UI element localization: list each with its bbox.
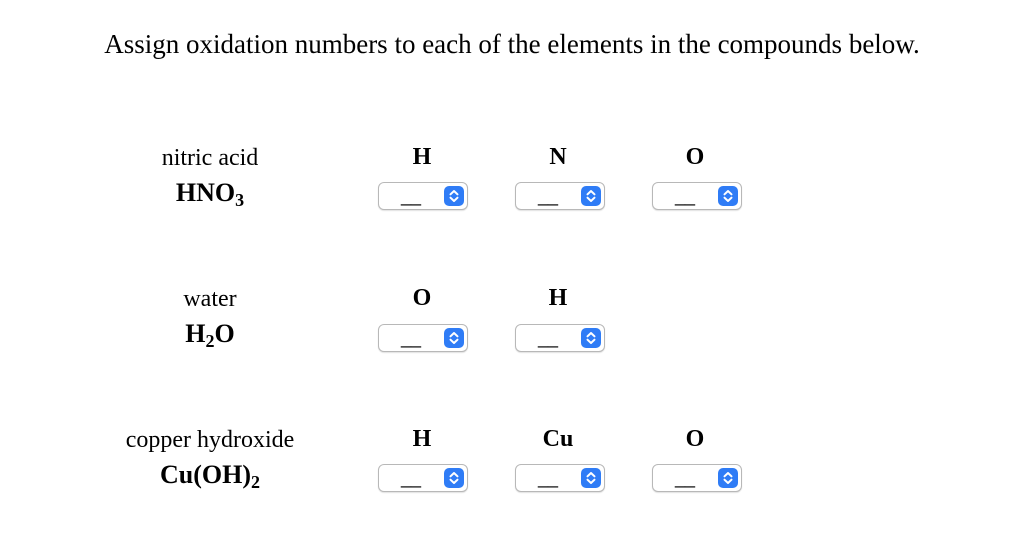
oxidation-select-copper-hydroxide-cu[interactable] [515, 464, 605, 492]
chevron-up-down-icon[interactable] [444, 328, 464, 348]
element-label-o: O [412, 285, 432, 311]
oxidation-select-copper-hydroxide-o[interactable] [652, 464, 742, 492]
oxidation-select-water-h[interactable] [515, 324, 605, 352]
compound-name: water [183, 286, 237, 312]
compound-name: nitric acid [161, 145, 259, 171]
compound-formula: $H_2O$ [185, 319, 235, 351]
chevron-up-down-icon[interactable] [581, 468, 601, 488]
chevron-up-down-icon[interactable] [581, 186, 601, 206]
chevron-up-down-icon[interactable] [444, 468, 464, 488]
compound-nitric-acid [60, 143, 360, 209]
selected-value: __ [537, 328, 559, 348]
element-label-h: H [412, 144, 432, 170]
compound-copper-hydroxide [60, 425, 360, 491]
oxidation-select-water-o[interactable] [378, 324, 468, 352]
oxidation-select-nitric-acid-n[interactable] [515, 182, 605, 210]
chevron-up-down-icon[interactable] [581, 328, 601, 348]
chevron-up-down-icon[interactable] [718, 468, 738, 488]
oxidation-select-copper-hydroxide-h[interactable] [378, 464, 468, 492]
instruction-text: Assign oxidation numbers to each of the elements in the compounds below. [104, 29, 920, 59]
selected-value: __ [400, 328, 422, 348]
element-label-o: O [685, 144, 705, 170]
element-label-cu: Cu [542, 426, 574, 452]
selected-value: __ [537, 186, 559, 206]
compound-name: copper hydroxide [125, 427, 295, 453]
selected-value: __ [674, 468, 696, 488]
selected-value: __ [400, 468, 422, 488]
compound-water [60, 284, 360, 350]
oxidation-select-nitric-acid-h[interactable] [378, 182, 468, 210]
compound-formula: $Cu(OH)_2$ [160, 460, 260, 492]
selected-value: __ [400, 186, 422, 206]
element-label-o: O [685, 426, 705, 452]
element-label-n: N [549, 144, 567, 170]
selected-value: __ [674, 186, 696, 206]
element-label-h: H [412, 426, 432, 452]
selected-value: __ [537, 468, 559, 488]
oxidation-select-nitric-acid-o[interactable] [652, 182, 742, 210]
compound-formula: $HNO_3$ [175, 178, 245, 210]
chevron-up-down-icon[interactable] [444, 186, 464, 206]
element-label-h: H [548, 285, 568, 311]
chevron-up-down-icon[interactable] [718, 186, 738, 206]
